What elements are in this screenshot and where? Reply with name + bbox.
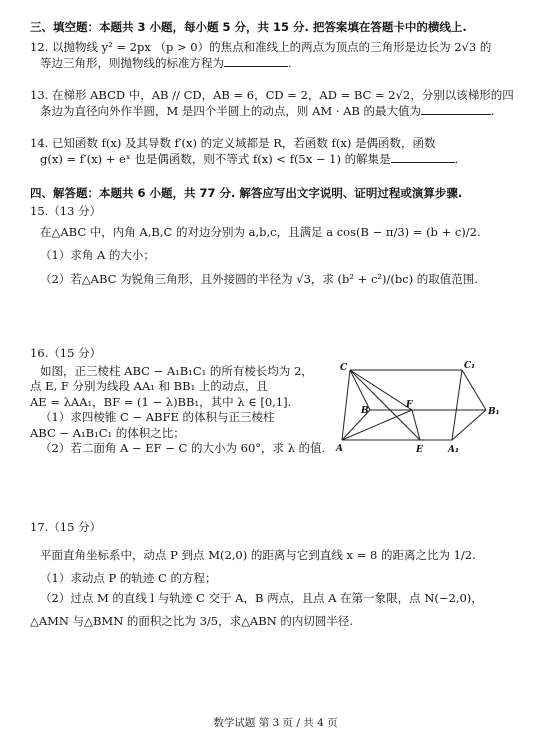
fig-label-c1: C₁	[464, 361, 476, 371]
fig-label-b1: B₁	[488, 407, 500, 417]
q17-number: 17.	[30, 520, 49, 534]
q15-part1: （1）求角 A 的大小；	[40, 248, 155, 263]
q15-part2: （2）若△ABC 为锐角三角形，且外接圆的半径为 √3，求 (b² + c²)/(bc) 的取值范围.	[40, 271, 478, 286]
question-13: 13. 在梯形 ABCD 中，AB // CD，AB = 6，CD = 2，AD = BC = 2√2，分别以该梯形的四 条边为直径向外作半圆，M 是四个半圆上的动点，则 AM · AB 的最大值为 .	[30, 88, 514, 118]
fig-label-a: A	[336, 444, 343, 454]
q14-line2: g(x) = f′(x) + eˣ 也是偶函数，则不等式 f(x) < f(5x − 1) 的解集是	[40, 151, 391, 166]
q16-number: 16.	[30, 346, 49, 360]
fig-label-f: F	[406, 400, 413, 410]
q12-answer-blank	[224, 56, 288, 67]
fig-label-e: E	[416, 445, 423, 455]
q16-line4: （1）求四棱锥 C − ABFE 的体积与正三棱柱	[40, 410, 275, 425]
page-footer: 数学试题 第 3 页 / 共 4 页	[213, 716, 338, 729]
q13-line1: 在梯形 ABCD 中，AB // CD，AB = 6，CD = 2，AD = BC = 2√2，分别以该梯形的四	[51, 88, 514, 102]
question-15	[30, 204, 521, 287]
q13-number: 13.	[30, 88, 49, 102]
fig-label-b: B	[361, 406, 369, 416]
question-17	[30, 520, 521, 630]
q16-line6: （2）若二面角 A − EF − C 的大小为 60°，求 λ 的值.	[40, 441, 326, 456]
section4-header: 四、解答题：本题共 6 小题，共 77 分. 解答应写出文字说明、证明过程或演算步骤.	[30, 186, 463, 200]
q12-number: 12.	[30, 40, 49, 54]
question-12: 12. 以抛物线 y² = 2px （p > 0）的焦点和准线上的两点为顶点的三角形是边长为 2√3 的 等边三角形，则抛物线的标准方程为 .	[30, 40, 492, 70]
q14-number: 14.	[30, 136, 49, 150]
q14-answer-blank	[391, 152, 455, 163]
q16-line1: 如图，正三棱柱 ABC − A₁B₁C₁ 的所有棱长均为 2，	[40, 363, 313, 378]
fig-label-a1: A₁	[448, 445, 459, 455]
q17-line1: 平面直角坐标系中，动点 P 到点 M(2,0) 的距离与它到直线 x = 8 的距离之比为 1/2.	[40, 547, 476, 562]
q14-line1: 已知函数 f(x) 及其导数 f′(x) 的定义域都是 R，若函数 f(x) 是偶函数，函数	[51, 136, 436, 150]
q17-line4: △AMN 与△BMN 的面积之比为 3/5，求△ABN 的内切圆半径.	[30, 614, 354, 629]
fig-label-c: C	[340, 363, 348, 373]
q13-answer-blank	[421, 104, 491, 115]
q17-line2: （1）求动点 P 的轨迹 C 的方程；	[40, 571, 217, 586]
q16-line2: 点 E, F 分别为线段 AA₁ 和 BB₁ 上的动点，且	[30, 379, 268, 394]
q17-line3: （2）过点 M 的直线 l 与轨迹 C 交于 A，B 两点，且点 A 在第一象限，点 N(−2,0)，	[40, 590, 483, 605]
prism-figure	[336, 360, 500, 456]
q12-line2: 等边三角形，则抛物线的标准方程为	[40, 55, 224, 70]
q17-score: （15 分）	[48, 520, 102, 534]
q15-stem: 在△ABC 中，内角 A,B,C 的对边分别为 a,b,c，且满足 a cos(B − π/3) = (b + c)/2.	[40, 224, 481, 239]
q16-score: （15 分）	[48, 346, 102, 360]
q15-score: （13 分）	[48, 204, 102, 218]
section3-header: 三、填空题：本题共 3 小题，每小题 5 分，共 15 分. 把答案填在答题卡中的横线上.	[30, 20, 467, 34]
q16-line3: AE = λAA₁，BF = (1 − λ)BB₁，其中 λ ∈ [0,1].	[30, 394, 292, 409]
q13-line2: 条边为直径向外作半圆，M 是四个半圆上的动点，则 AM · AB 的最大值为	[40, 103, 422, 118]
q16-line5: ABC − A₁B₁C₁ 的体积之比；	[30, 425, 185, 440]
q15-number: 15.	[30, 204, 49, 218]
q12-line1: 以抛物线 y² = 2px （p > 0）的焦点和准线上的两点为顶点的三角形是边长为 2√3 的	[51, 40, 492, 54]
question-14: 14. 已知函数 f(x) 及其导数 f′(x) 的定义域都是 R，若函数 f(x) 是偶函数，函数 g(x) = f′(x) + eˣ 也是偶函数，则不等式 f(x) < f(5x − 1) 的解集是 .	[30, 136, 459, 166]
